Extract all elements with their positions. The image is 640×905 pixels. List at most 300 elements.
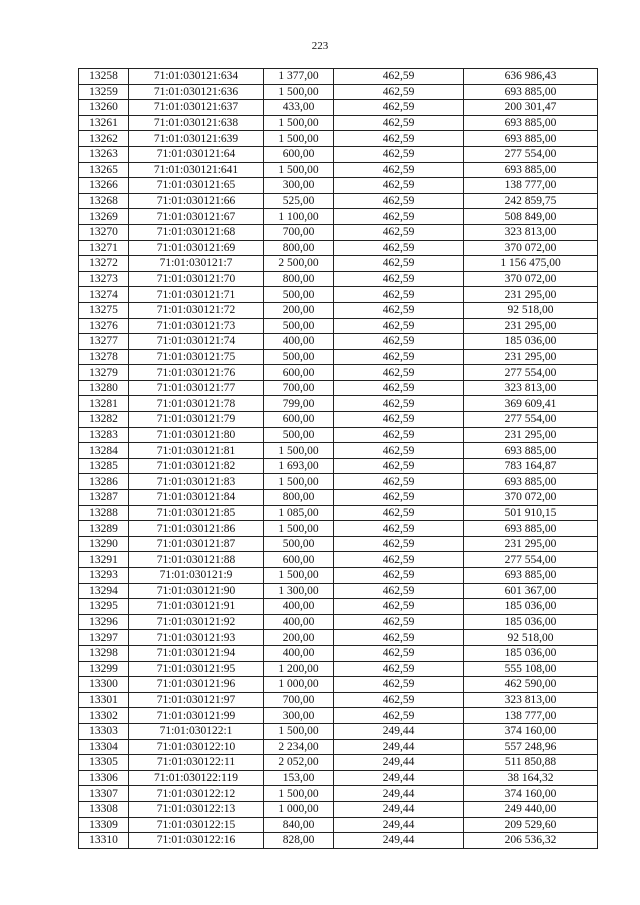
area-cell: 400,00 — [264, 334, 334, 350]
cadastral-number-cell: 71:01:030121:85 — [129, 505, 264, 521]
cadastral-number-cell: 71:01:030122:13 — [129, 801, 264, 817]
row-number-cell: 13282 — [79, 412, 129, 428]
table-row — [79, 178, 598, 194]
row-number-cell: 13274 — [79, 287, 129, 303]
area-cell: 500,00 — [264, 427, 334, 443]
table-row — [79, 146, 598, 162]
area-cell: 1 500,00 — [264, 723, 334, 739]
specific-value-cell: 462,59 — [334, 193, 464, 209]
row-number-cell: 13297 — [79, 630, 129, 646]
area-cell: 500,00 — [264, 318, 334, 334]
cadastral-number-cell: 71:01:030122:11 — [129, 755, 264, 771]
area-cell: 1 300,00 — [264, 583, 334, 599]
specific-value-cell: 249,44 — [334, 739, 464, 755]
table-row — [79, 412, 598, 428]
row-number-cell: 13280 — [79, 380, 129, 396]
specific-value-cell: 462,59 — [334, 614, 464, 630]
cadastral-value-cell: 557 248,96 — [464, 739, 598, 755]
area-cell: 800,00 — [264, 240, 334, 256]
row-number-cell: 13259 — [79, 84, 129, 100]
specific-value-cell: 249,44 — [334, 770, 464, 786]
specific-value-cell: 462,59 — [334, 521, 464, 537]
table-row — [79, 84, 598, 100]
specific-value-cell: 462,59 — [334, 162, 464, 178]
specific-value-cell: 462,59 — [334, 645, 464, 661]
cadastral-value-cell: 601 367,00 — [464, 583, 598, 599]
area-cell: 500,00 — [264, 287, 334, 303]
row-number-cell: 13293 — [79, 568, 129, 584]
cadastral-value-cell: 693 885,00 — [464, 131, 598, 147]
cadastral-value-cell: 501 910,15 — [464, 505, 598, 521]
table-row — [79, 380, 598, 396]
area-cell: 1 000,00 — [264, 801, 334, 817]
cadastral-value-cell: 369 609,41 — [464, 396, 598, 412]
table-row — [79, 521, 598, 537]
area-cell: 800,00 — [264, 271, 334, 287]
specific-value-cell: 249,44 — [334, 723, 464, 739]
specific-value-cell: 462,59 — [334, 131, 464, 147]
specific-value-cell: 462,59 — [334, 209, 464, 225]
cadastral-number-cell: 71:01:030121:90 — [129, 583, 264, 599]
cadastral-value-cell: 249 440,00 — [464, 801, 598, 817]
area-cell: 600,00 — [264, 365, 334, 381]
table-row — [79, 209, 598, 225]
cadastral-number-cell: 71:01:030121:88 — [129, 552, 264, 568]
cadastral-value-cell: 231 295,00 — [464, 349, 598, 365]
cadastral-value-cell: 38 164,32 — [464, 770, 598, 786]
table-row — [79, 599, 598, 615]
row-number-cell: 13287 — [79, 490, 129, 506]
row-number-cell: 13284 — [79, 443, 129, 459]
cadastral-value-cell: 693 885,00 — [464, 474, 598, 490]
specific-value-cell: 462,59 — [334, 349, 464, 365]
area-cell: 300,00 — [264, 708, 334, 724]
specific-value-cell: 462,59 — [334, 240, 464, 256]
cadastral-number-cell: 71:01:030121:77 — [129, 380, 264, 396]
cadastral-number-cell: 71:01:030121:636 — [129, 84, 264, 100]
area-cell: 200,00 — [264, 630, 334, 646]
cadastral-number-cell: 71:01:030121:65 — [129, 178, 264, 194]
area-cell: 153,00 — [264, 770, 334, 786]
area-cell: 700,00 — [264, 692, 334, 708]
row-number-cell: 13300 — [79, 677, 129, 693]
table-row — [79, 614, 598, 630]
table-row — [79, 302, 598, 318]
table-row — [79, 692, 598, 708]
specific-value-cell: 249,44 — [334, 786, 464, 802]
table-row — [79, 69, 598, 85]
table-row — [79, 490, 598, 506]
cadastral-number-cell: 71:01:030121:71 — [129, 287, 264, 303]
cadastral-number-cell: 71:01:030121:66 — [129, 193, 264, 209]
specific-value-cell: 462,59 — [334, 396, 464, 412]
cadastral-value-cell: 323 813,00 — [464, 224, 598, 240]
cadastral-value-cell: 370 072,00 — [464, 490, 598, 506]
table-row — [79, 723, 598, 739]
area-cell: 200,00 — [264, 302, 334, 318]
area-cell: 828,00 — [264, 833, 334, 849]
row-number-cell: 13281 — [79, 396, 129, 412]
row-number-cell: 13307 — [79, 786, 129, 802]
cadastral-number-cell: 71:01:030122:119 — [129, 770, 264, 786]
table-row — [79, 552, 598, 568]
specific-value-cell: 462,59 — [334, 599, 464, 615]
row-number-cell: 13270 — [79, 224, 129, 240]
table-row — [79, 770, 598, 786]
table-row — [79, 427, 598, 443]
table-row — [79, 817, 598, 833]
cadastral-value-cell: 242 859,75 — [464, 193, 598, 209]
cadastral-value-cell: 693 885,00 — [464, 443, 598, 459]
cadastral-value-cell: 231 295,00 — [464, 536, 598, 552]
table-row — [79, 240, 598, 256]
table-row — [79, 458, 598, 474]
specific-value-cell: 462,59 — [334, 100, 464, 116]
row-number-cell: 13302 — [79, 708, 129, 724]
cadastral-number-cell: 71:01:030122:16 — [129, 833, 264, 849]
cadastral-number-cell: 71:01:030121:68 — [129, 224, 264, 240]
row-number-cell: 13269 — [79, 209, 129, 225]
area-cell: 2 500,00 — [264, 256, 334, 272]
cadastral-number-cell: 71:01:030121:99 — [129, 708, 264, 724]
table-row — [79, 365, 598, 381]
row-number-cell: 13289 — [79, 521, 129, 537]
cadastral-value-cell: 323 813,00 — [464, 692, 598, 708]
cadastral-number-cell: 71:01:030122:12 — [129, 786, 264, 802]
table-row — [79, 801, 598, 817]
specific-value-cell: 462,59 — [334, 146, 464, 162]
table-row — [79, 505, 598, 521]
specific-value-cell: 462,59 — [334, 552, 464, 568]
table-row — [79, 568, 598, 584]
table-row — [79, 583, 598, 599]
cadastral-value-cell: 185 036,00 — [464, 645, 598, 661]
cadastral-number-cell: 71:01:030122:10 — [129, 739, 264, 755]
area-cell: 1 500,00 — [264, 115, 334, 131]
specific-value-cell: 462,59 — [334, 334, 464, 350]
cadastral-number-cell: 71:01:030121:634 — [129, 69, 264, 85]
specific-value-cell: 462,59 — [334, 318, 464, 334]
specific-value-cell: 249,44 — [334, 755, 464, 771]
area-cell: 1 500,00 — [264, 131, 334, 147]
cadastral-value-cell: 185 036,00 — [464, 334, 598, 350]
cadastral-value-cell: 231 295,00 — [464, 318, 598, 334]
cadastral-value-cell: 508 849,00 — [464, 209, 598, 225]
area-cell: 600,00 — [264, 412, 334, 428]
row-number-cell: 13299 — [79, 661, 129, 677]
cadastral-value-cell: 92 518,00 — [464, 302, 598, 318]
area-cell: 500,00 — [264, 349, 334, 365]
table-row — [79, 739, 598, 755]
area-cell: 800,00 — [264, 490, 334, 506]
area-cell: 2 052,00 — [264, 755, 334, 771]
row-number-cell: 13291 — [79, 552, 129, 568]
specific-value-cell: 462,59 — [334, 271, 464, 287]
cadastral-value-cell: 138 777,00 — [464, 708, 598, 724]
cadastral-value-cell: 370 072,00 — [464, 240, 598, 256]
area-cell: 1 500,00 — [264, 474, 334, 490]
row-number-cell: 13272 — [79, 256, 129, 272]
cadastral-number-cell: 71:01:030121:638 — [129, 115, 264, 131]
cadastral-number-cell: 71:01:030121:78 — [129, 396, 264, 412]
cadastral-value-cell: 1 156 475,00 — [464, 256, 598, 272]
specific-value-cell: 462,59 — [334, 365, 464, 381]
cadastral-number-cell: 71:01:030121:72 — [129, 302, 264, 318]
page-number: 223 — [311, 40, 329, 52]
row-number-cell: 13296 — [79, 614, 129, 630]
row-number-cell: 13295 — [79, 599, 129, 615]
specific-value-cell: 462,59 — [334, 708, 464, 724]
row-number-cell: 13306 — [79, 770, 129, 786]
cadastral-value-cell: 185 036,00 — [464, 614, 598, 630]
specific-value-cell: 462,59 — [334, 490, 464, 506]
area-cell: 1 500,00 — [264, 443, 334, 459]
table-row — [79, 162, 598, 178]
specific-value-cell: 462,59 — [334, 302, 464, 318]
cadastral-number-cell: 71:01:030121:91 — [129, 599, 264, 615]
table-row — [79, 708, 598, 724]
specific-value-cell: 462,59 — [334, 443, 464, 459]
table-row — [79, 474, 598, 490]
specific-value-cell: 462,59 — [334, 427, 464, 443]
cadastral-value-cell: 277 554,00 — [464, 552, 598, 568]
cadastral-value-cell: 693 885,00 — [464, 162, 598, 178]
row-number-cell: 13283 — [79, 427, 129, 443]
cadastral-value-cell: 277 554,00 — [464, 146, 598, 162]
row-number-cell: 13266 — [79, 178, 129, 194]
area-cell: 400,00 — [264, 614, 334, 630]
cadastral-value-cell: 277 554,00 — [464, 412, 598, 428]
table-row — [79, 786, 598, 802]
area-cell: 700,00 — [264, 380, 334, 396]
area-cell: 600,00 — [264, 146, 334, 162]
cadastral-value-cell: 374 160,00 — [464, 786, 598, 802]
specific-value-cell: 462,59 — [334, 536, 464, 552]
cadastral-value-cell: 636 986,43 — [464, 69, 598, 85]
area-cell: 433,00 — [264, 100, 334, 116]
table-row — [79, 443, 598, 459]
cadastral-number-cell: 71:01:030121:69 — [129, 240, 264, 256]
cadastral-number-cell: 71:01:030121:93 — [129, 630, 264, 646]
cadastral-number-cell: 71:01:030122:1 — [129, 723, 264, 739]
specific-value-cell: 249,44 — [334, 801, 464, 817]
area-cell: 500,00 — [264, 536, 334, 552]
specific-value-cell: 462,59 — [334, 178, 464, 194]
cadastral-value-cell: 693 885,00 — [464, 115, 598, 131]
table-row — [79, 115, 598, 131]
cadastral-value-cell: 374 160,00 — [464, 723, 598, 739]
area-cell: 1 500,00 — [264, 568, 334, 584]
cadastral-number-cell: 71:01:030121:7 — [129, 256, 264, 272]
cadastral-value-cell: 511 850,88 — [464, 755, 598, 771]
cadastral-number-cell: 71:01:030121:86 — [129, 521, 264, 537]
cadastral-value-table — [78, 68, 598, 849]
table-row — [79, 833, 598, 849]
specific-value-cell: 462,59 — [334, 380, 464, 396]
table-body — [79, 69, 598, 849]
cadastral-value-cell: 783 164,87 — [464, 458, 598, 474]
row-number-cell: 13305 — [79, 755, 129, 771]
table-row — [79, 256, 598, 272]
cadastral-number-cell: 71:01:030121:96 — [129, 677, 264, 693]
table-row — [79, 755, 598, 771]
table-row — [79, 224, 598, 240]
specific-value-cell: 462,59 — [334, 224, 464, 240]
row-number-cell: 13275 — [79, 302, 129, 318]
area-cell: 1 693,00 — [264, 458, 334, 474]
cadastral-number-cell: 71:01:030121:83 — [129, 474, 264, 490]
specific-value-cell: 462,59 — [334, 287, 464, 303]
area-cell: 300,00 — [264, 178, 334, 194]
specific-value-cell: 462,59 — [334, 505, 464, 521]
cadastral-value-cell: 185 036,00 — [464, 599, 598, 615]
specific-value-cell: 462,59 — [334, 115, 464, 131]
cadastral-value-cell: 92 518,00 — [464, 630, 598, 646]
area-cell: 1 100,00 — [264, 209, 334, 225]
row-number-cell: 13309 — [79, 817, 129, 833]
cadastral-value-cell: 370 072,00 — [464, 271, 598, 287]
table-row — [79, 334, 598, 350]
area-cell: 700,00 — [264, 224, 334, 240]
cadastral-value-cell: 200 301,47 — [464, 100, 598, 116]
cadastral-number-cell: 71:01:030121:637 — [129, 100, 264, 116]
row-number-cell: 13271 — [79, 240, 129, 256]
specific-value-cell: 462,59 — [334, 458, 464, 474]
table-row — [79, 287, 598, 303]
cadastral-number-cell: 71:01:030121:67 — [129, 209, 264, 225]
specific-value-cell: 462,59 — [334, 474, 464, 490]
cadastral-number-cell: 71:01:030121:84 — [129, 490, 264, 506]
table-row — [79, 645, 598, 661]
cadastral-number-cell: 71:01:030121:9 — [129, 568, 264, 584]
cadastral-number-cell: 71:01:030121:97 — [129, 692, 264, 708]
cadastral-value-cell: 231 295,00 — [464, 427, 598, 443]
cadastral-number-cell: 71:01:030121:81 — [129, 443, 264, 459]
specific-value-cell: 462,59 — [334, 69, 464, 85]
cadastral-value-cell: 323 813,00 — [464, 380, 598, 396]
row-number-cell: 13261 — [79, 115, 129, 131]
row-number-cell: 13304 — [79, 739, 129, 755]
table-row — [79, 396, 598, 412]
area-cell: 1 085,00 — [264, 505, 334, 521]
table-row — [79, 677, 598, 693]
specific-value-cell: 249,44 — [334, 817, 464, 833]
cadastral-value-cell: 555 108,00 — [464, 661, 598, 677]
area-cell: 1 500,00 — [264, 786, 334, 802]
specific-value-cell: 249,44 — [334, 833, 464, 849]
table-row — [79, 661, 598, 677]
row-number-cell: 13268 — [79, 193, 129, 209]
area-cell: 400,00 — [264, 599, 334, 615]
table-row — [79, 349, 598, 365]
row-number-cell: 13258 — [79, 69, 129, 85]
row-number-cell: 13265 — [79, 162, 129, 178]
row-number-cell: 13262 — [79, 131, 129, 147]
specific-value-cell: 462,59 — [334, 692, 464, 708]
cadastral-value-cell: 693 885,00 — [464, 568, 598, 584]
row-number-cell: 13285 — [79, 458, 129, 474]
cadastral-number-cell: 71:01:030121:641 — [129, 162, 264, 178]
row-number-cell: 13290 — [79, 536, 129, 552]
row-number-cell: 13260 — [79, 100, 129, 116]
area-cell: 799,00 — [264, 396, 334, 412]
cadastral-number-cell: 71:01:030121:82 — [129, 458, 264, 474]
specific-value-cell: 462,59 — [334, 661, 464, 677]
cadastral-number-cell: 71:01:030121:639 — [129, 131, 264, 147]
area-cell: 2 234,00 — [264, 739, 334, 755]
cadastral-value-cell: 231 295,00 — [464, 287, 598, 303]
cadastral-number-cell: 71:01:030121:64 — [129, 146, 264, 162]
row-number-cell: 13279 — [79, 365, 129, 381]
row-number-cell: 13277 — [79, 334, 129, 350]
cadastral-number-cell: 71:01:030121:74 — [129, 334, 264, 350]
cadastral-number-cell: 71:01:030121:87 — [129, 536, 264, 552]
area-cell: 1 500,00 — [264, 162, 334, 178]
table-row — [79, 318, 598, 334]
table-row — [79, 131, 598, 147]
cadastral-number-cell: 71:01:030121:80 — [129, 427, 264, 443]
row-number-cell: 13301 — [79, 692, 129, 708]
area-cell: 1 000,00 — [264, 677, 334, 693]
row-number-cell: 13288 — [79, 505, 129, 521]
cadastral-value-cell: 462 590,00 — [464, 677, 598, 693]
row-number-cell: 13308 — [79, 801, 129, 817]
area-cell: 1 200,00 — [264, 661, 334, 677]
area-cell: 1 500,00 — [264, 84, 334, 100]
area-cell: 525,00 — [264, 193, 334, 209]
specific-value-cell: 462,59 — [334, 630, 464, 646]
row-number-cell: 13310 — [79, 833, 129, 849]
specific-value-cell: 462,59 — [334, 412, 464, 428]
cadastral-number-cell: 71:01:030121:94 — [129, 645, 264, 661]
row-number-cell: 13276 — [79, 318, 129, 334]
table-row — [79, 536, 598, 552]
cadastral-value-cell: 209 529,60 — [464, 817, 598, 833]
table-row — [79, 630, 598, 646]
row-number-cell: 13263 — [79, 146, 129, 162]
cadastral-value-cell: 277 554,00 — [464, 365, 598, 381]
row-number-cell: 13278 — [79, 349, 129, 365]
area-cell: 400,00 — [264, 645, 334, 661]
specific-value-cell: 462,59 — [334, 583, 464, 599]
cadastral-number-cell: 71:01:030121:75 — [129, 349, 264, 365]
area-cell: 1 500,00 — [264, 521, 334, 537]
cadastral-number-cell: 71:01:030121:95 — [129, 661, 264, 677]
area-cell: 600,00 — [264, 552, 334, 568]
cadastral-number-cell: 71:01:030121:76 — [129, 365, 264, 381]
area-cell: 1 377,00 — [264, 69, 334, 85]
row-number-cell: 13273 — [79, 271, 129, 287]
cadastral-number-cell: 71:01:030122:15 — [129, 817, 264, 833]
table-row — [79, 193, 598, 209]
specific-value-cell: 462,59 — [334, 256, 464, 272]
cadastral-value-cell: 693 885,00 — [464, 521, 598, 537]
cadastral-value-cell: 693 885,00 — [464, 84, 598, 100]
row-number-cell: 13294 — [79, 583, 129, 599]
row-number-cell: 13303 — [79, 723, 129, 739]
cadastral-value-cell: 206 536,32 — [464, 833, 598, 849]
cadastral-number-cell: 71:01:030121:92 — [129, 614, 264, 630]
specific-value-cell: 462,59 — [334, 677, 464, 693]
specific-value-cell: 462,59 — [334, 84, 464, 100]
cadastral-number-cell: 71:01:030121:79 — [129, 412, 264, 428]
row-number-cell: 13286 — [79, 474, 129, 490]
area-cell: 840,00 — [264, 817, 334, 833]
table-row — [79, 271, 598, 287]
cadastral-number-cell: 71:01:030121:70 — [129, 271, 264, 287]
cadastral-value-cell: 138 777,00 — [464, 178, 598, 194]
specific-value-cell: 462,59 — [334, 568, 464, 584]
